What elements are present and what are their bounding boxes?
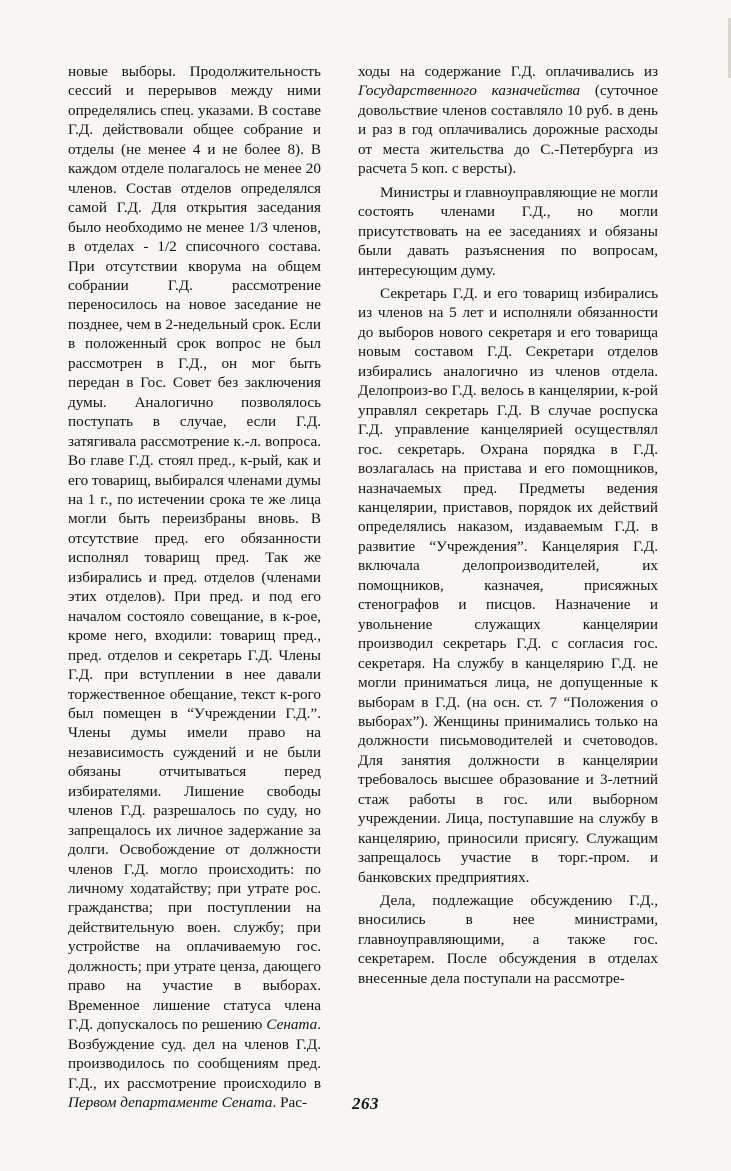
left-column	[68, 62, 321, 1112]
left-first-department-term: Первом департаменте Сената	[68, 1094, 273, 1112]
left-text-2: . Возбуждение суд. дел на членов Г.Д. производилось по сообщениям пред. Г.Д., их рассмотрение происходило в	[68, 1016, 321, 1092]
left-text-3: . Рас-	[272, 1094, 308, 1112]
left-text-1: новые выборы. Продолжительность сессий и перерывов между ними определялись спец. указами. В составе Г.Д. действовали общее собрание и отделы (не менее 4 и не более 8). В каждом отделе полагалось не менее 20 членов. Состав отделов определялся самой Г.Д. Для открытия заседания было необходимо не менее 1/3 членов, в отделах - 1/2 списочного состава. При отсутствии кворума на общем собрании Г.Д. рассмотрение переносилось на новое заседание не позднее, чем в 2-недельный срок. Если в положенный срок вопрос не был рассмотрен в Г.Д., он мог быть передан в Гос. Совет без заключения думы. Аналогично позволялось поступать в случае, если Г.Д. затягивала рассмотрение к.-л. вопроса. Во главе Г.Д. стоял пред., к-рый, как и его товарищ, выбирался членами думы на 1 г., по истечении срока те же лица могли быть переизбраны вновь. В отсутствие пред. его обязанности исполнял товарищ пред. Так же избирались и пред. отделов (членами этих отделов). При пред. и под его началом состояло совещание, в к-рое, кроме него, входили: товарищ пред., пред. отделов и секретарь Г.Д. Члены Г.Д. при вступлении в нее давали торжественное обещание, текст к-рого был помещен в “Учреждении Г.Д.”. Члены думы имели право на независимость суждений и не были обязаны отчитываться перед избирателями. Лишение свободы членов Г.Д. разрешалось по суду, но запрещалось их личное задержание за долги. Освобождение от должности членов Г.Д. могло происходить: по личному ходатайству; при утрате рос. гражданства; при поступлении на действительную воен. службу; при устройстве на оплачиваемую гос. должность; при утрате ценза, дающего право на участие в выборах. Временное лишение статуса члена Г.Д. допускалось по решению	[68, 63, 321, 1034]
right-paragraph-3: Секретарь Г.Д. и его товарищ избирались из членов на 5 лет и исполняли обязанности до выборов нового секретаря и его товарища новым составом Г.Д. Секретари отделов избирались аналогично из членов отдела. Делопроиз-во Г.Д. велось в канцелярии, к-рой управлял секретарь Г.Д. В случае роспуска Г.Д. управление канцелярией осуществлял гос. секретарь. Охрана порядка в Г.Д. возлагалась на пристава и его помощников, назначаемых пред. Предметы ведения канцелярии, приставов, порядок их действий определялись наказом, издаваемым Г.Д. в развитие “Учреждения”. Канцелярия Г.Д. включала делопроизводителей, их помощников, казначея, присяжных стенографов и писцов. Назначение и увольнение служащих канцелярии производил секретарь Г.Д. с согласия гос. секретаря. На службу в канцелярию Г.Д. не могли приниматься лица, не допущенные к выборам в Г.Д. (на осн. ст. 7 “Положения о выборах”). Женщины принимались только на должности письмоводителей и счетоводов. Для занятия должности в канцелярии требовалось высшее образование и 3-летний стаж работы в гос. или выборном учреждении. Лица, поступавшие на службу в канцелярию, приносили присягу. Служащим запрещалось участие в торг.-пром. и банковских предприятиях.	[358, 284, 658, 886]
right-paragraph-4: Дела, подлежащие обсуждению Г.Д., вносились в нее министрами, главноуправляющими, а также гос. секретарем. После обсуждения в отделах внесенные дела поступали на рассмотре-	[358, 892, 658, 987]
right-text-1: ходы на содержание Г.Д. оплачивались из	[358, 63, 658, 80]
left-senate-term: Сената	[266, 1016, 318, 1034]
right-text-2: (суточное довольствие членов составляло 10 руб. в день и раз в год оплачивались дорожные расходы от места жительства до С.-Петербурга из расчета 5 коп. с версты).	[358, 82, 658, 178]
left-paragraph-1	[68, 62, 321, 1112]
right-column	[358, 62, 658, 988]
right-treasury-term: Государственного казначейства	[358, 82, 581, 100]
right-paragraph-1	[358, 62, 658, 179]
right-paragraph-2: Министры и главноуправляющие не могли состоять членами Г.Д., но могли присутствовать на ее заседаниях и обязаны были давать разъяснения по вопросам, интересующим думу.	[358, 183, 658, 279]
page-number: 263	[352, 1094, 379, 1113]
